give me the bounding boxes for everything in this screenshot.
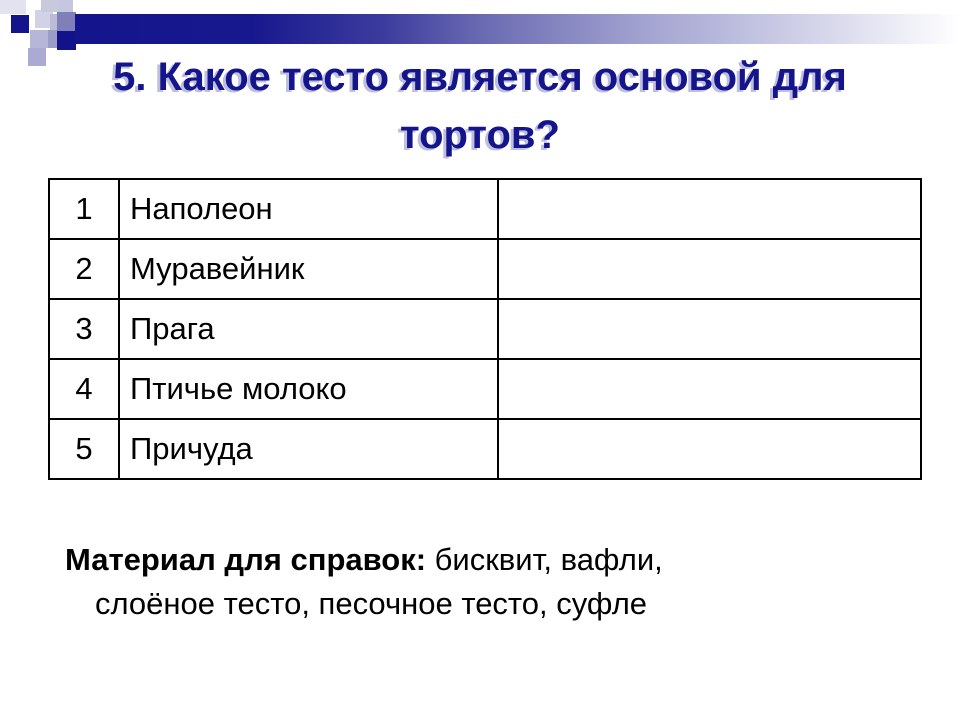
- cake-name-cell: Причуда: [119, 419, 498, 479]
- row-number-cell: 3: [49, 299, 119, 359]
- cake-name-cell: Наполеон: [119, 179, 498, 239]
- answer-cell: [498, 179, 921, 239]
- table-row: [49, 359, 921, 419]
- table-row: [49, 179, 921, 239]
- answer-cell: [498, 299, 921, 359]
- deco-square: [11, 15, 29, 33]
- deco-square: [30, 30, 48, 48]
- slide-title: [20, 48, 940, 164]
- deco-square: [0, 0, 26, 14]
- reference-lead: Материал для справок:: [65, 542, 427, 577]
- quiz-table: [48, 178, 922, 480]
- row-number-cell: 5: [49, 419, 119, 479]
- row-number-cell: 1: [49, 179, 119, 239]
- reference-line2: слоёное тесто, песочное тесто, суфле: [95, 586, 648, 621]
- title-line-2: тортов?: [400, 113, 560, 157]
- deco-square: [57, 12, 76, 31]
- answer-cell: [498, 419, 921, 479]
- deco-square: [41, 0, 59, 12]
- title-line-1: 5. Какое тесто является основой для: [113, 55, 847, 99]
- answer-cell: [498, 359, 921, 419]
- table-row: [49, 419, 921, 479]
- answer-cell: [498, 239, 921, 299]
- row-number-cell: 4: [49, 359, 119, 419]
- reference-text: [65, 538, 855, 626]
- row-number-cell: 2: [49, 239, 119, 299]
- cake-name-cell: Птичье молоко: [119, 359, 498, 419]
- cake-name-cell: Прага: [119, 299, 498, 359]
- header-gradient-bar: [75, 14, 960, 44]
- reference-line1-rest: бисквит, вафли,: [426, 542, 663, 577]
- table-row: [49, 239, 921, 299]
- table-row: [49, 299, 921, 359]
- cake-name-cell: Муравейник: [119, 239, 498, 299]
